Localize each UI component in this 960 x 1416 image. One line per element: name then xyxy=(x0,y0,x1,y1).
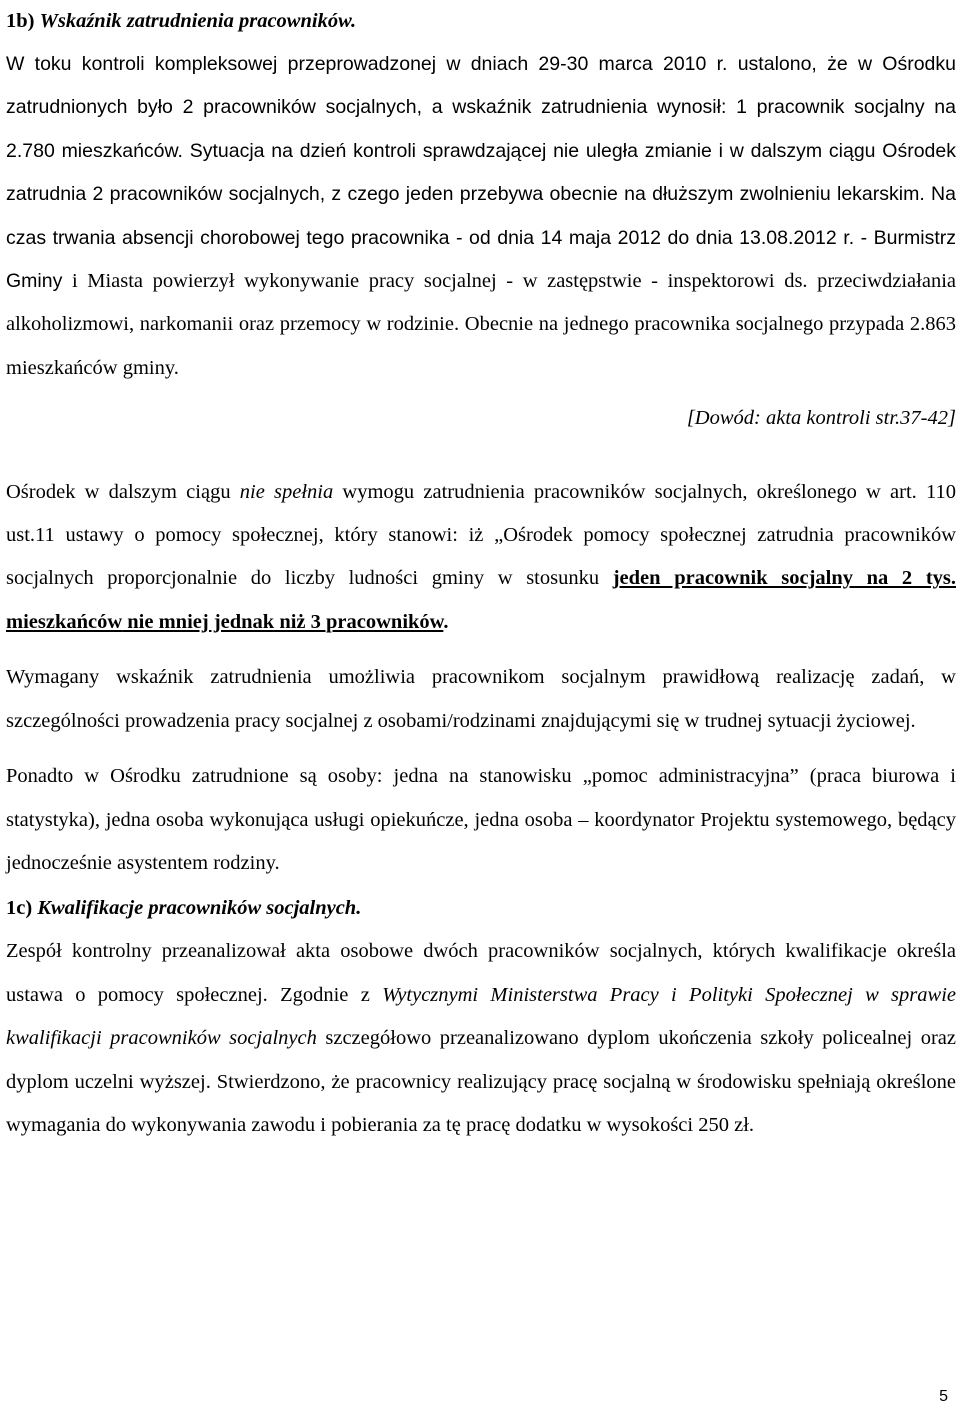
paragraph-text: wymogu zatrudnienia pracowników socjalnych, określonego w art. 110 ust.11 ustawy o pomocy społecznej, który stanowi: iż „Ośrodek pomocy społecznej zatrudnia pracowników socjalnych proporcjonalnie do liczby ludności gminy w stosunku xyxy=(6,480,956,590)
paragraph-text: Zespół kontrolny przeanalizował akta osobowe dwóch pracowników socjalnych, których kwalifikacje określa ustawa o pomocy społecznej. Zgodnie z xyxy=(6,940,956,1006)
section-number: 1b) xyxy=(6,10,40,32)
paragraph-text-sans: W toku kontroli kompleksowej przeprowadzonej w dniach 29-30 marca 2010 r. ustalono, że w Ośrodku zatrudnionych było 2 pracowników socjalnych, a wskaźnik zatrudnienia wynosił: 1 pracownik socjalny na 2.780 mieszkańców. Sytuacja na dzień kontroli sprawdzającej nie uległa zmianie i w dalszym ciągu Ośrodek zatrudnia 2 pracowników socjalnych, z czego jeden przebywa obecnie na dłuższym zwolnieniu lekarskim. Na czas trwania absencji chorobowej tego pracownika - od dnia 14 maja 2012 do dnia 13.08.2012 r. - Burmistrz Gminy xyxy=(6,53,956,293)
paragraph-qualifications xyxy=(6,930,956,1147)
section-heading-1c xyxy=(6,887,956,930)
page-number: 5 xyxy=(939,1388,948,1405)
paragraph-ratio-purpose: Wymagany wskaźnik zatrudnienia umożliwia pracownikom socjalnym prawidłową realizację zadań, w szczególności prowadzenia pracy socjalnej z osobami/rodzinami znajdującymi się w trudnej sytuacji życiowej. xyxy=(6,666,956,732)
section-title: Wskaźnik zatrudnienia pracowników. xyxy=(39,10,357,32)
paragraph-requirement xyxy=(6,471,956,645)
paragraph-text: i Miasta powierzył wykonywanie pracy socjalnej - w zastępstwie - inspektorowi ds. przeciwdziałania alkoholizmowi, narkomanii oraz przemocy w rodzinie. Obecnie na jednego pracownika socjalnego przypada 2.863 mieszkańców gminy. xyxy=(6,270,956,379)
paragraph-text: Ośrodek w dalszym ciągu xyxy=(6,480,240,503)
emphasis-text: Wytycznymi Ministerstwa Pracy i Polityki Społecznej w sprawie kwalifikacji pracowników socjalnych xyxy=(6,983,956,1050)
paragraph-employment-ratio xyxy=(6,43,956,390)
section-number: 1c) xyxy=(6,897,38,920)
section-heading-1b xyxy=(6,0,956,43)
evidence-reference: [Dowód: akta kontroli str.37-42] xyxy=(686,407,956,430)
paragraph-other-staff: Ponadto w Ośrodku zatrudnione są osoby: jedna na stanowisku „pomoc administracyjna” (praca biurowa i statystyka), jedna osoba wykonująca usługi opiekuńcze, jedna osoba – koordynator Projektu systemowego, będący jednocześnie asystentem rodziny. xyxy=(6,765,956,874)
bold-text: . xyxy=(443,610,449,633)
section-title: Kwalifikacje pracowników socjalnych. xyxy=(37,897,362,920)
emphasis-text: nie spełnia xyxy=(239,480,334,503)
document-page xyxy=(6,0,956,1147)
bold-underlined-text: jeden pracownik socjalny na 2 tys. mieszkańców xyxy=(6,567,956,633)
paragraph-text: szczegółowo przeanalizowano dyplom ukończenia szkoły policealnej oraz dyplom uczelni wyższej. Stwierdzono, że pracownicy realizujący pracę socjalną w środowisku spełniają określone wymagania do wykonywania zawodu i pobierania za tę pracę dodatku w wysokości 250 zł. xyxy=(6,1027,956,1136)
bold-underlined-text: nie mniej jednak niż 3 pracowników xyxy=(122,610,444,633)
